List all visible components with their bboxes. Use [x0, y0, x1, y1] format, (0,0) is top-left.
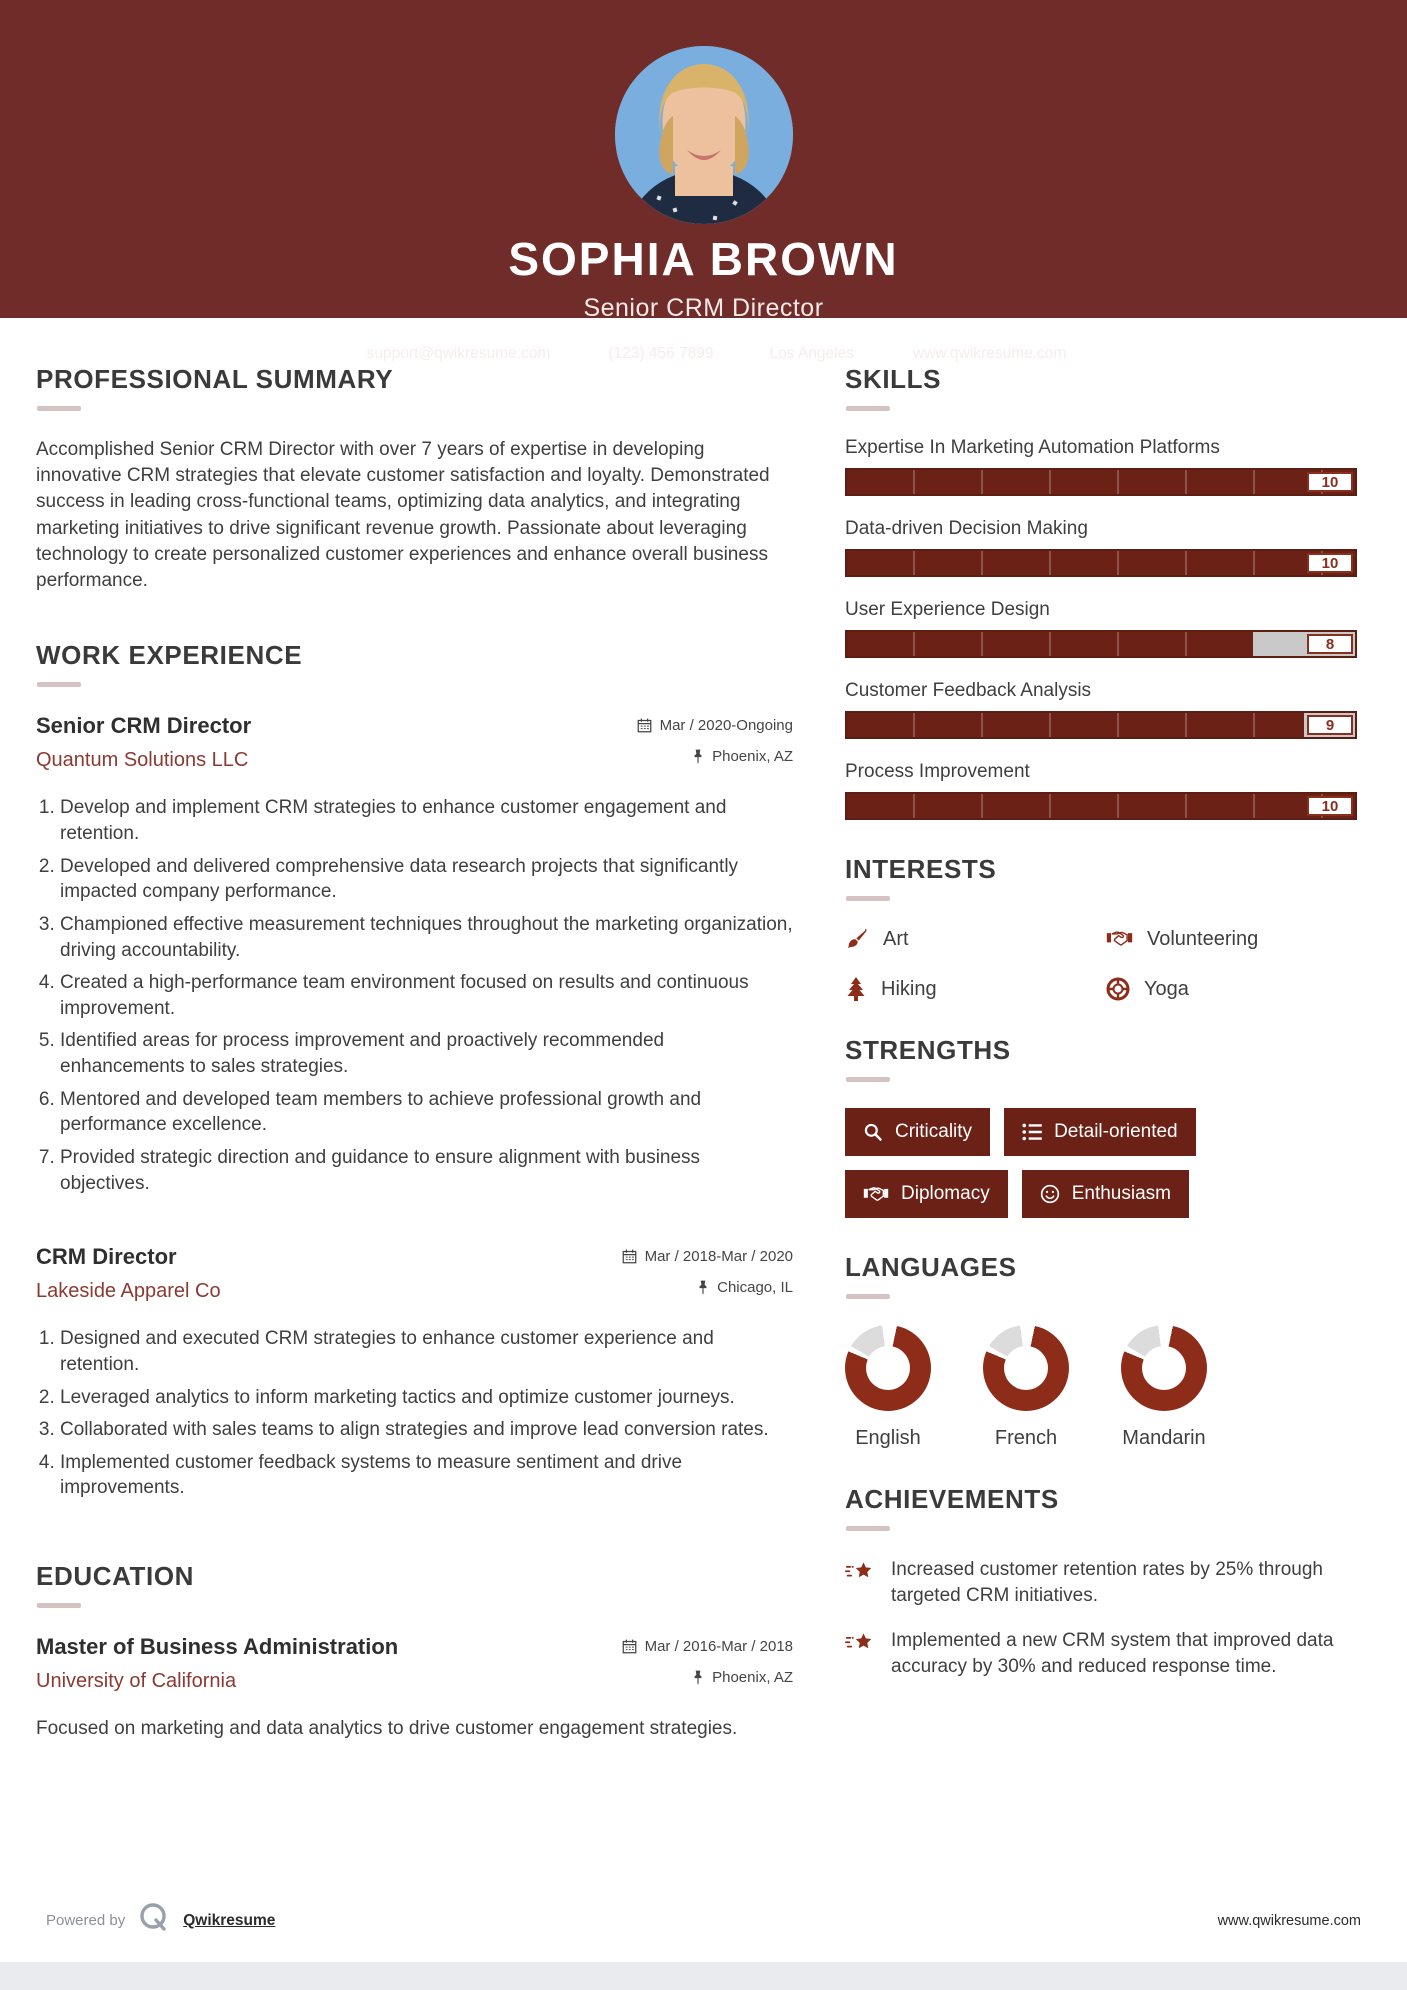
paintbrush-icon: [845, 927, 869, 951]
qwikresume-logo-icon: [137, 1901, 171, 1940]
language-item: [1121, 1325, 1207, 1450]
strength-chip-diplomacy: [845, 1170, 1008, 1218]
education-heading: EDUCATION: [36, 1561, 195, 1592]
summary-heading: PROFESSIONAL SUMMARY: [36, 364, 394, 394]
duty-item: 4. Implemented customer feedback systems to measure sentiment and drive improvements.: [60, 1450, 793, 1501]
envelope-icon: [341, 348, 358, 361]
language-donut-chart: [983, 1325, 1069, 1411]
location-pin-icon: [748, 346, 761, 362]
interest-item: [845, 977, 1096, 1001]
skill-bar-fill: [847, 794, 1355, 818]
languages-heading: LANGUAGES: [845, 1252, 1017, 1282]
qwikresume-link[interactable]: Qwikresume: [183, 1911, 276, 1929]
duty-item: 1. Develop and implement CRM strategies to enhance customer engagement and retention.: [60, 795, 793, 846]
phone-icon: [584, 347, 599, 362]
person-name: SOPHIA BROWN: [508, 233, 899, 285]
job-company: Lakeside Apparel Co: [36, 1280, 221, 1303]
language-item: [845, 1325, 931, 1450]
heading-underline: [846, 1294, 890, 1299]
contact-email-text: support@qwikresume.com: [366, 345, 551, 362]
pushpin-icon: [697, 1280, 709, 1295]
language-donut-chart: [1121, 1325, 1207, 1411]
job-entry: [36, 1244, 793, 1501]
language-label: Mandarin: [1122, 1427, 1206, 1449]
calendar-icon: [622, 1639, 637, 1654]
job-dates: [637, 717, 793, 734]
strength-label: Detail-oriented: [1054, 1121, 1178, 1142]
skill-value-badge: 10: [1307, 472, 1353, 492]
skill-label: Process Improvement: [845, 761, 1030, 782]
job-duties-list: [60, 795, 793, 1196]
section-strengths: [845, 1035, 1357, 1218]
interest-item: [845, 927, 1096, 951]
job-location-text: Chicago, IL: [717, 1279, 793, 1297]
profile-photo: [615, 46, 793, 224]
job-title: CRM Director: [36, 1244, 177, 1270]
strength-chip-enthusiasm: [1022, 1170, 1189, 1218]
section-work-experience: [36, 640, 793, 1501]
job-dates-text: Mar / 2018-Mar / 2020: [644, 1248, 793, 1266]
job-location-text: Phoenix, AZ: [712, 748, 793, 766]
skill-bar: [845, 468, 1357, 496]
duty-item: 5. Identified areas for process improvement and proactively recommended enhancements to sales strategies.: [60, 1028, 793, 1079]
language-label: French: [994, 1427, 1058, 1449]
skill-bar-fill: [847, 713, 1304, 737]
skill-row: [845, 680, 1357, 739]
header-banner: [0, 0, 1407, 362]
job-location: [637, 748, 793, 765]
duty-item: 2. Developed and delivered comprehensive data research projects that significantly impacted company performance.: [60, 854, 793, 905]
section-professional-summary: [36, 364, 793, 594]
interest-label: Art: [883, 927, 909, 950]
skill-label: Data-driven Decision Making: [845, 518, 1088, 539]
section-languages: [845, 1252, 1357, 1450]
skill-row: [845, 761, 1357, 820]
language-item: [983, 1325, 1069, 1450]
skill-value-badge: 9: [1307, 715, 1353, 735]
skill-value-badge: 8: [1307, 634, 1353, 654]
skill-bar-fill: [847, 632, 1253, 656]
shooting-star-icon: [845, 1628, 875, 1679]
education-dates-text: Mar / 2016-Mar / 2018: [644, 1638, 793, 1656]
achievement-text: Increased customer retention rates by 25% through targeted CRM initiatives.: [891, 1559, 1323, 1606]
duty-item: 2. Leveraged analytics to inform marketing tactics and optimize customer journeys.: [60, 1385, 793, 1411]
summary-text: Accomplished Senior CRM Director with over 7 years of expertise in developing innovative CRM strategies that elevate customer satisfaction and loyalty. Demonstrated success in leading cross-functional teams, optimizing data analytics, and integrating marketing initiatives to drive significant revenue growth. Passionate about leveraging technology to create personalized customer experiences and enhance overall business performance.: [36, 439, 770, 592]
work-heading: WORK EXPERIENCE: [36, 640, 303, 671]
skill-bar: [845, 630, 1357, 658]
heading-underline: [37, 406, 81, 411]
list-icon: [1022, 1123, 1042, 1141]
tree-icon: [845, 977, 867, 1001]
pushpin-icon: [692, 749, 704, 764]
contact-row: [0, 345, 1407, 363]
skill-bar-fill: [847, 470, 1355, 494]
language-donut-chart: [845, 1325, 931, 1411]
strength-chip-detail-oriented: [1004, 1108, 1196, 1156]
contact-email[interactable]: [341, 345, 551, 363]
smiley-icon: [1040, 1184, 1060, 1204]
section-skills: [845, 364, 1357, 820]
skill-bar-fill: [847, 551, 1355, 575]
contact-website[interactable]: [888, 345, 1066, 363]
right-column: [845, 364, 1357, 1782]
duty-item: 1. Designed and executed CRM strategies to enhance customer experience and retention.: [60, 1326, 793, 1377]
handshake-icon: [1106, 930, 1133, 948]
calendar-icon: [637, 718, 652, 733]
job-location: [622, 1279, 793, 1296]
skill-label: Expertise In Marketing Automation Platforms: [845, 437, 1220, 458]
achievements-heading: ACHIEVEMENTS: [845, 1484, 1059, 1514]
lifebuoy-icon: [1106, 977, 1130, 1001]
duty-item: 3. Championed effective measurement techniques throughout the marketing organization, driving accountability.: [60, 912, 793, 963]
skill-row: [845, 599, 1357, 658]
duty-item: 7. Provided strategic direction and guidance to ensure alignment with business objectives.: [60, 1145, 793, 1196]
duty-item: 6. Mentored and developed team members to achieve professional growth and performance excellence.: [60, 1087, 793, 1138]
job-title: Senior CRM Director: [36, 713, 252, 739]
duty-item: 3. Collaborated with sales teams to align strategies and improve lead conversion rates.: [60, 1417, 793, 1443]
section-achievements: [845, 1484, 1357, 1680]
interest-item: [1106, 927, 1357, 951]
contact-location: [748, 345, 854, 363]
job-dates-text: Mar / 2020-Ongoing: [659, 717, 793, 735]
footer: [0, 1901, 1407, 1940]
search-icon: [863, 1122, 883, 1142]
interests-heading: INTERESTS: [845, 854, 997, 884]
job-company: Quantum Solutions LLC: [36, 749, 249, 772]
duty-item: 4. Created a high-performance team environment focused on results and continuous improvement.: [60, 970, 793, 1021]
skill-bar: [845, 711, 1357, 739]
interest-label: Yoga: [1144, 977, 1189, 1000]
footer-website-link[interactable]: www.qwikresume.com: [1217, 1912, 1361, 1929]
heading-underline: [846, 896, 890, 901]
strength-chip-criticality: [845, 1108, 990, 1156]
skill-bar: [845, 792, 1357, 820]
education-location-text: Phoenix, AZ: [712, 1669, 793, 1687]
contact-website-text: www.qwikresume.com: [913, 345, 1067, 362]
pushpin-icon: [692, 1670, 704, 1685]
skill-row: [845, 437, 1357, 496]
strengths-heading: STRENGTHS: [845, 1035, 1011, 1065]
interest-label: Volunteering: [1147, 927, 1259, 950]
skill-value-badge: 10: [1307, 553, 1353, 573]
interest-item: [1106, 977, 1357, 1001]
shooting-star-icon: [845, 1557, 875, 1608]
skill-row: [845, 518, 1357, 577]
globe-icon: [888, 346, 904, 362]
heading-underline: [846, 406, 890, 411]
school-name: University of California: [36, 1670, 237, 1693]
heading-underline: [846, 1526, 890, 1531]
education-description: Focused on marketing and data analytics to drive customer engagement strategies.: [36, 1718, 738, 1740]
education-dates: [622, 1638, 793, 1655]
strength-label: Enthusiasm: [1071, 1183, 1171, 1204]
calendar-icon: [622, 1249, 637, 1264]
skill-label: User Experience Design: [845, 599, 1050, 620]
skill-value-badge: 10: [1307, 796, 1353, 816]
achievement-item: [845, 1557, 1357, 1608]
person-job-title: Senior CRM Director: [583, 294, 824, 322]
contact-phone-text: (123) 456 7899: [608, 345, 714, 362]
education-entry: [36, 1634, 793, 1742]
job-entry: [36, 713, 793, 1196]
skill-label: Customer Feedback Analysis: [845, 680, 1092, 701]
heading-underline: [37, 1603, 81, 1608]
contact-location-text: Los Angeles: [769, 345, 854, 362]
degree-title: Master of Business Administration: [36, 1634, 399, 1660]
heading-underline: [846, 1077, 890, 1082]
powered-by-label: Powered by: [46, 1912, 126, 1929]
section-education: [36, 1561, 793, 1742]
handshake-icon: [863, 1186, 889, 1203]
language-label: English: [855, 1427, 921, 1449]
achievement-text: Implemented a new CRM system that improved data accuracy by 30% and reduced response time.: [891, 1630, 1334, 1677]
skill-bar: [845, 549, 1357, 577]
left-column: [36, 364, 793, 1782]
strength-label: Criticality: [895, 1121, 973, 1142]
skills-heading: SKILLS: [845, 364, 942, 394]
job-dates: [622, 1248, 793, 1265]
achievement-item: [845, 1628, 1357, 1679]
strength-label: Diplomacy: [901, 1183, 990, 1204]
job-duties-list: [60, 1326, 793, 1501]
heading-underline: [37, 682, 81, 687]
education-location: [622, 1669, 793, 1686]
profile-photo-illustration: [615, 46, 793, 224]
contact-phone[interactable]: [584, 345, 713, 363]
section-interests: [845, 854, 1357, 1001]
interest-label: Hiking: [881, 977, 937, 1000]
